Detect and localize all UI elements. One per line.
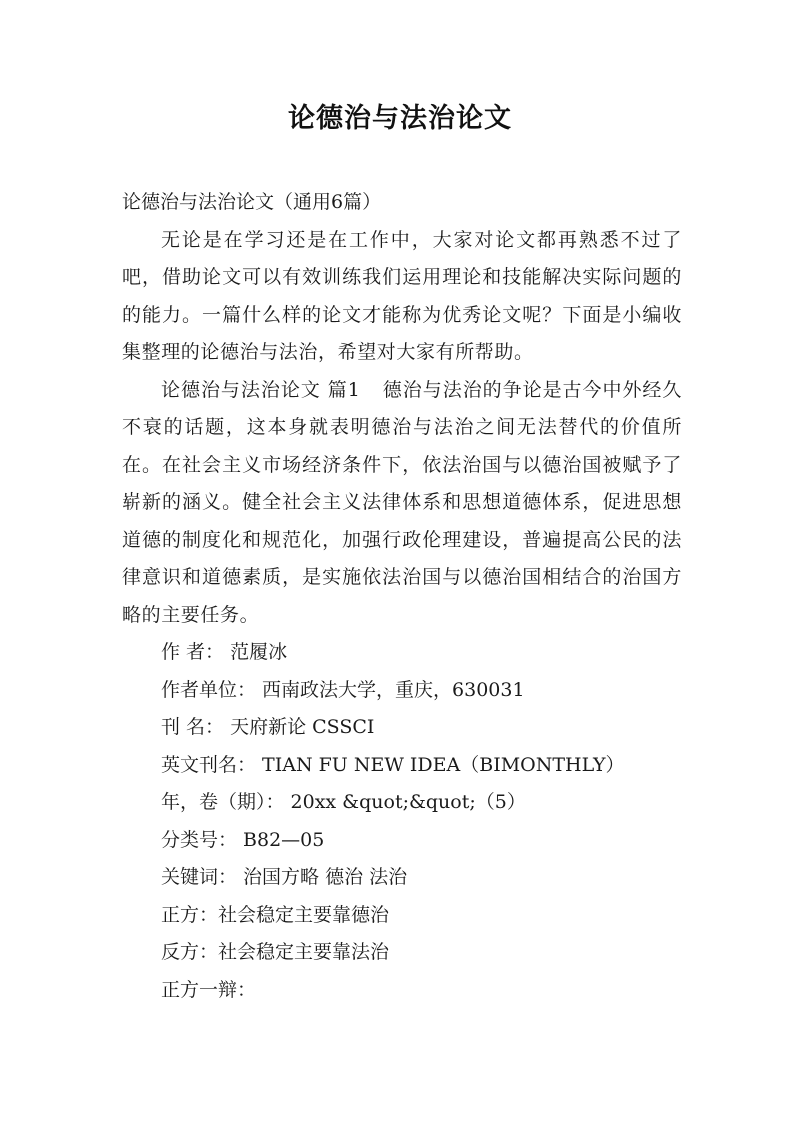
- section-1-paragraph: [122, 372, 682, 635]
- intro-paragraph: 无论是在学习还是在工作中，大家对论文都再熟悉不过了吧，借助论文可以有效训练我们运用理论和技能解决实际问题的的能力。一篇什么样的论文才能称为优秀论文呢？下面是小编收集整理的论德治与法治，希望对大家有所帮助。: [122, 228, 682, 363]
- debate-negative: 反方：社会稳定主要靠法治: [161, 941, 390, 963]
- section-1-label: 论德治与法治论文 篇1: [161, 378, 361, 401]
- meta-year-volume: 年，卷（期）： 20xx &quot;&quot;（5）: [161, 791, 526, 813]
- section-1-text: 德治与法治的争论是古今中外经久不衰的话题，这本身就表明德治与法治之间无法替代的价值所在。在社会主义市场经济条件下，依法治国与以德治国被赋予了崭新的涵义。健全社会主义法律体系和思想道德体系，促进思想道德的制度化和规范化，加强行政伦理建设，普遍提高公民的法律意识和道德素质，是实施依法治国与以德治国相结合的治国方略的主要任务。: [122, 378, 682, 626]
- meta-journal: 刊 名： 天府新论 CSSCI: [161, 716, 375, 738]
- document-body: [122, 184, 682, 1009]
- meta-english-journal: 英文刊名： TIAN FU NEW IDEA（BIMONTHLY）: [161, 753, 625, 776]
- document-subtitle: 论德治与法治论文（通用6篇）: [122, 191, 382, 213]
- meta-author: 作 者： 范履冰: [161, 641, 288, 663]
- debate-affirmative: 正方：社会稳定主要靠德治: [161, 903, 390, 926]
- meta-keywords: 关键词： 治国方略 德治 法治: [161, 866, 408, 888]
- meta-affiliation: 作者单位： 西南政法大学，重庆，630031: [161, 678, 525, 701]
- meta-classification: 分类号： B82—05: [161, 828, 325, 851]
- document-title: 论德治与法治论文: [288, 103, 512, 134]
- debate-affirmative-first: 正方一辩：: [161, 978, 257, 1001]
